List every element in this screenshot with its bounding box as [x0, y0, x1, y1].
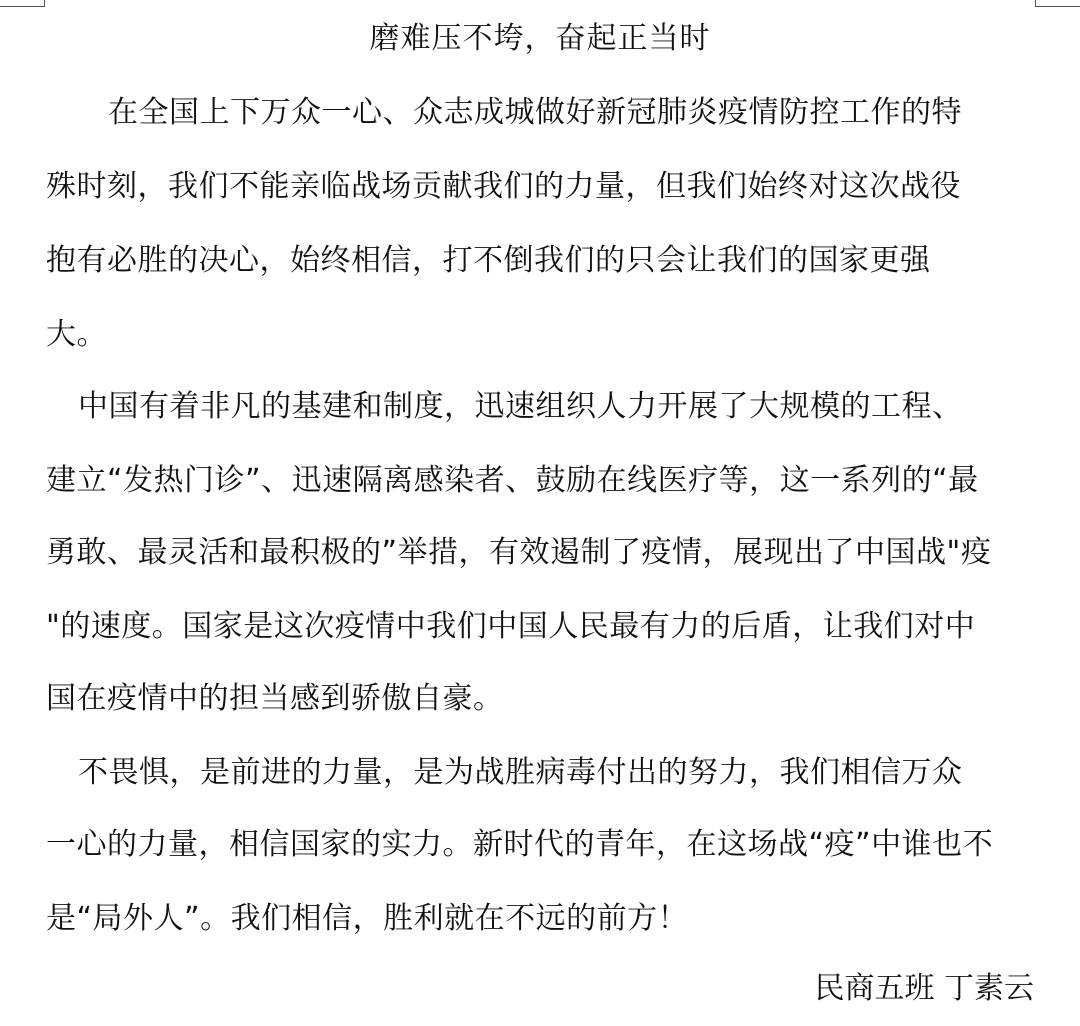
paragraph-2-line-4: "的速度。国家是这次疫情中我们中国人民最有力的后盾，让我们对中	[46, 609, 976, 644]
author-signature: 民商五班 丁素云	[814, 971, 1034, 1006]
paragraph-2-line-3: 勇敢、最灵活和最积极的”举措，有效遏制了疫情，展现出了中国战"疫	[46, 535, 992, 570]
paragraph-1-line-4: 大。	[46, 317, 107, 352]
paragraph-3-line-3: 是“局外人”。我们相信，胜利就在不远的前方！	[46, 901, 689, 936]
paragraph-1-line-1: 在全国上下万众一心、众志成城做好新冠肺炎疫情防控工作的特	[108, 95, 962, 130]
paragraph-3-line-1: 不畏惧，是前进的力量，是为战胜病毒付出的努力，我们相信万众	[78, 755, 963, 790]
paragraph-1-line-2: 殊时刻，我们不能亲临战场贡献我们的力量，但我们始终对这次战役	[46, 169, 961, 204]
paragraph-2-line-5: 国在疫情中的担当感到骄傲自豪。	[46, 681, 504, 716]
paragraph-2-line-1: 中国有着非凡的基建和制度，迅速组织人力开展了大规模的工程、	[78, 389, 963, 424]
crop-mark-left	[0, 0, 45, 7]
paragraph-2-line-2: 建立“发热门诊”、迅速隔离感染者、鼓励在线医疗等，这一系列的“最	[46, 463, 979, 498]
paragraph-3-line-2: 一心的力量，相信国家的实力。新时代的青年，在这场战“疫”中谁也不	[46, 827, 994, 862]
paragraph-1-line-3: 抱有必胜的决心，始终相信，打不倒我们的只会让我们的国家更强	[46, 243, 931, 278]
document-title: 磨难压不垮，奋起正当时	[369, 21, 711, 56]
crop-mark-right	[1035, 0, 1080, 7]
